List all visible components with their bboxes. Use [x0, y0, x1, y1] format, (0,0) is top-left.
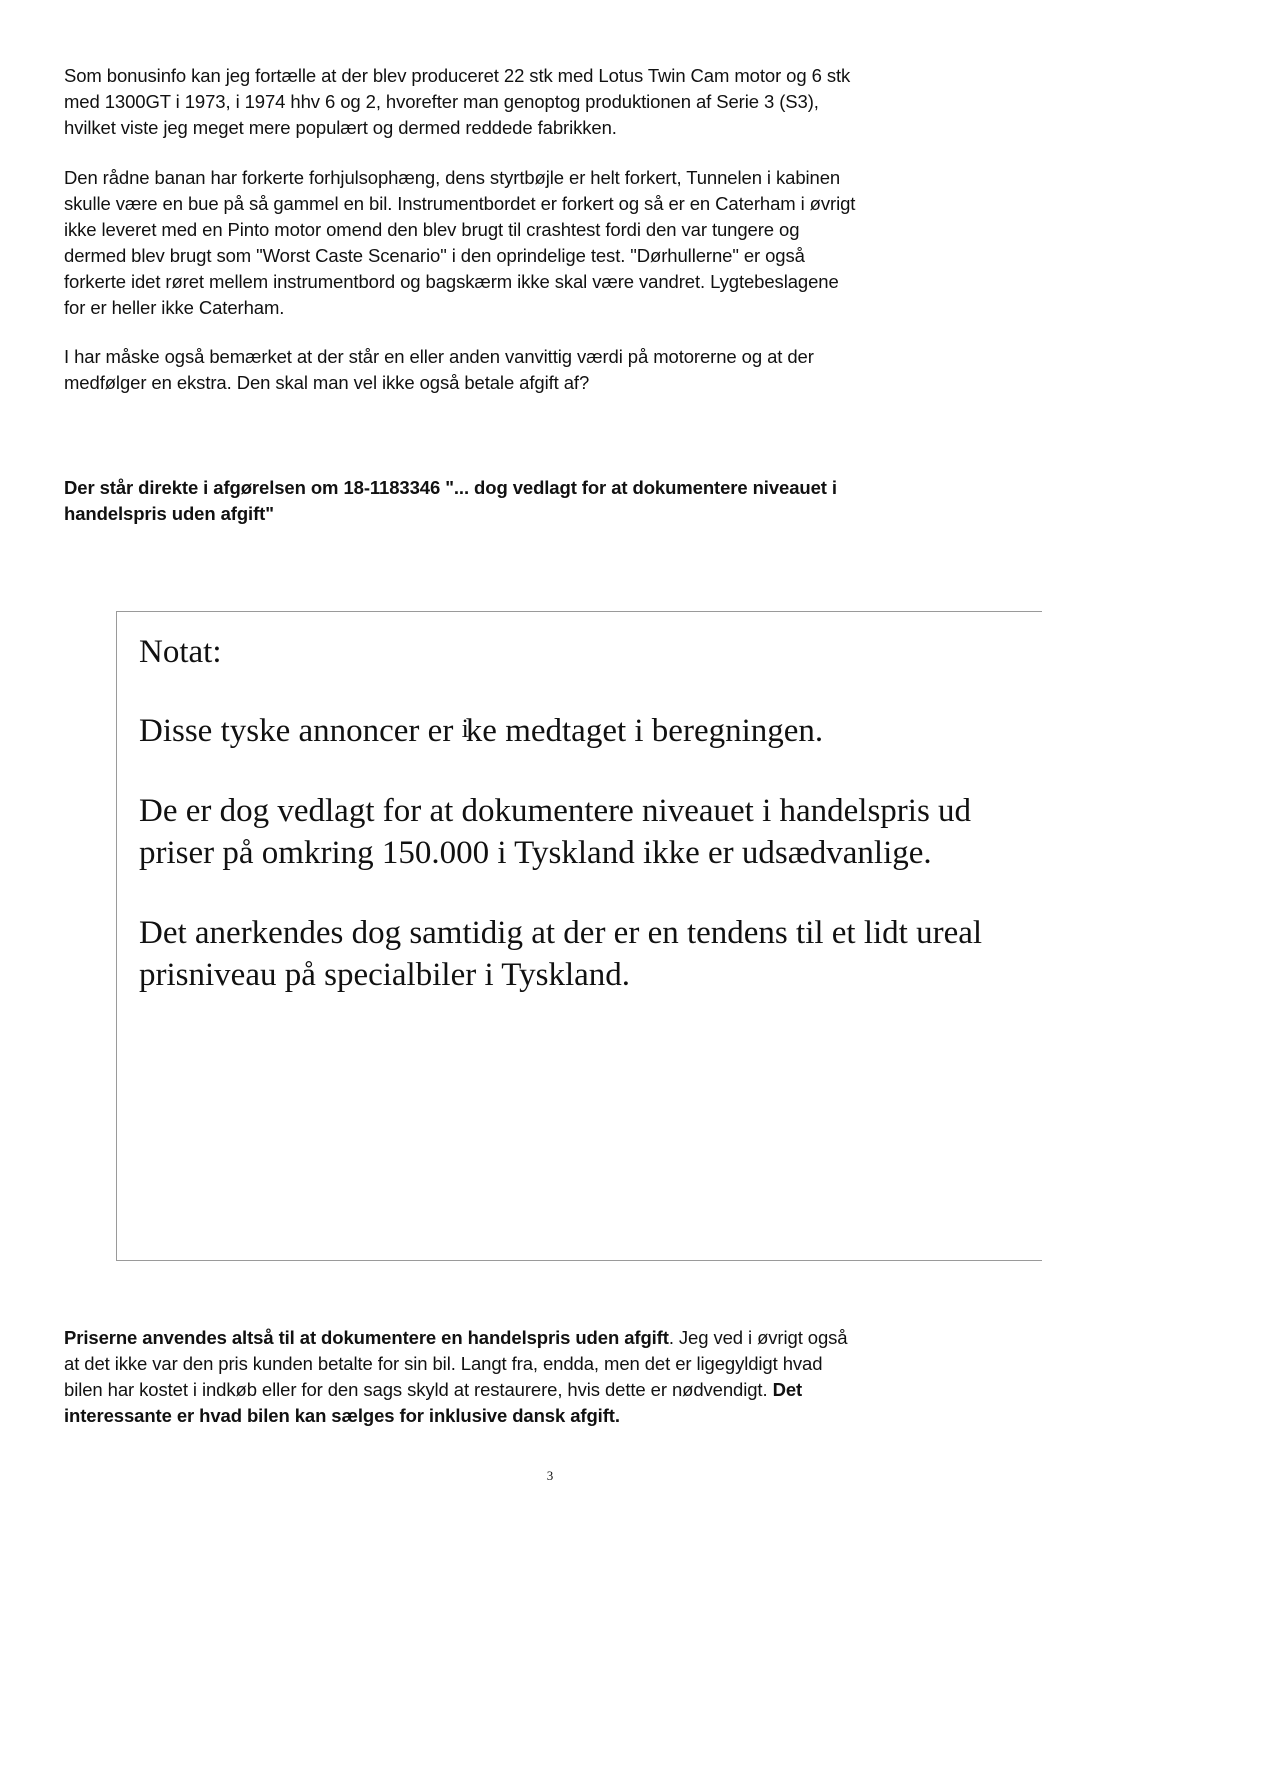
notat-text: Det anerkendes dog samtidig at der er en tendens til et lidt ureal [139, 915, 983, 951]
paragraph-line: skulle være en bue på så gammel en bil. Instrumentbordet er forkert og så er en Caterham i øvrigt [64, 193, 856, 214]
paragraph-line: Som bonusinfo kan jeg fortælle at der blev produceret 22 stk med Lotus Twin Cam motor og 6 stk [64, 65, 851, 86]
regular-text: bilen har kostet i indkøb eller for den sags skyld at restaurere, hvis dette er nødvendigt. [64, 1379, 773, 1400]
bold-text: interessante er hvad bilen kan sælges for inklusive dansk afgift. [64, 1405, 620, 1426]
paragraph-line [64, 1377, 1044, 1403]
notat-line [139, 912, 982, 996]
notat-text: De er dog vedlagt for at dokumentere niveauet i handelspris ud [139, 793, 972, 829]
page-number: 3 [546, 1468, 554, 1483]
paragraph-line: forkerte idet røret mellem instrumentbord og bagskærm ikke skal være vandret. Lygtebeslagene [64, 271, 839, 292]
paragraph-line: ikke leveret med en Pinto motor omend den blev brugt til crashtest fordi den var tungere og [64, 219, 800, 240]
notat-smudged-text: i [461, 714, 466, 743]
notat-line [139, 790, 971, 874]
bold-text: Det [772, 1379, 803, 1400]
paragraph-line: Den rådne banan har forkerte forhjulsophæng, dens styrtbøjle er helt forkert, Tunnelen i kabinen [64, 167, 841, 188]
paragraph-line: Der står direkte i afgørelsen om 18-1183346 "... dog vedlagt for at dokumentere niveauet i [64, 477, 837, 498]
notat-title: Notat: [139, 634, 222, 670]
paragraph-line: dermed blev brugt som "Worst Caste Scenario" i den oprindelige test. "Dørhullerne" er også [64, 245, 805, 266]
notat-excerpt-box [116, 611, 1042, 1261]
bold-text: Priserne anvendes altså til at dokumentere en handelspris uden afgift [64, 1327, 669, 1348]
paragraph-line: for er heller ikke Caterham. [64, 297, 285, 318]
paragraph-rotten-banana [64, 165, 1044, 321]
paragraph-line: hvilket viste jeg meget mere populært og dermed reddede fabrikken. [64, 117, 617, 138]
paragraph-line: at det ikke var den pris kunden betalte for sin bil. Langt fra, endda, men det er ligegyldigt hvad [64, 1353, 823, 1374]
paragraph-prices-conclusion [64, 1325, 1044, 1429]
notat-text: prisniveau på specialbiler i Tyskland. [139, 957, 631, 993]
notat-line [139, 708, 823, 752]
paragraph-engine-value [64, 344, 1044, 396]
paragraph-line: medfølger en ekstra. Den skal man vel ikke også betale afgift af? [64, 372, 590, 393]
notat-text: priser på omkring 150.000 i Tyskland ikke er udsædvanlige. [139, 835, 932, 871]
paragraph-line: med 1300GT i 1973, i 1974 hhv 6 og 2, hvorefter man genoptog produktionen af Serie 3 (S3), [64, 91, 819, 112]
paragraph-line [64, 1325, 1044, 1351]
notat-text: ke medtaget i beregningen. [465, 713, 824, 749]
paragraph-line [64, 1403, 1044, 1429]
paragraph-decision-quote [64, 475, 1044, 527]
paragraph-line: handelspris uden afgift" [64, 503, 274, 524]
notat-text: Disse tyske annoncer er [139, 713, 462, 749]
paragraph-line: I har måske også bemærket at der står en eller anden vanvittig værdi på motorerne og at der [64, 346, 814, 367]
regular-text: . Jeg ved i øvrigt også [668, 1327, 848, 1348]
paragraph-bonus-info [64, 63, 1044, 141]
